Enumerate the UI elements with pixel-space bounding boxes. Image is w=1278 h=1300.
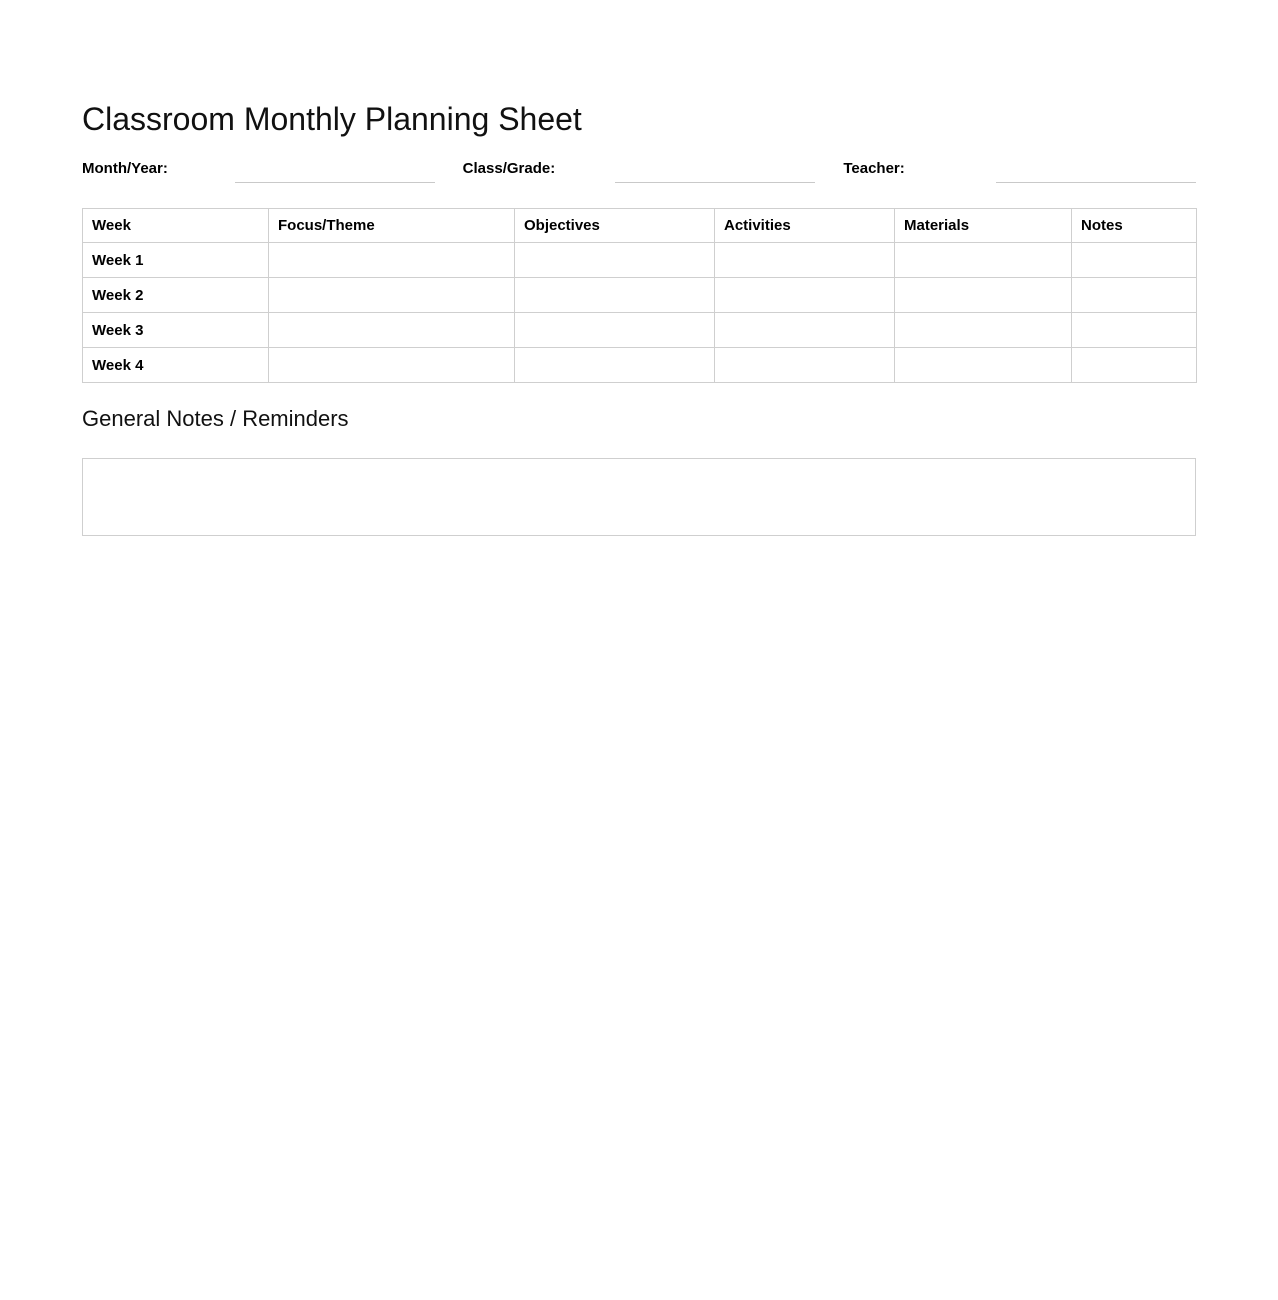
table-row-week-2 [83,278,1197,313]
column-header-notes: Notes [1072,209,1197,243]
focus-theme-cell[interactable] [269,313,515,348]
notes-cell[interactable] [1072,278,1197,313]
field-class-grade [463,160,816,183]
focus-theme-cell[interactable] [269,278,515,313]
objectives-cell[interactable] [515,243,715,278]
materials-cell[interactable] [895,243,1072,278]
field-teacher [843,160,1196,183]
table-row-week-4 [83,348,1197,383]
column-header-week: Week [83,209,269,243]
notes-cell[interactable] [1072,313,1197,348]
week-label: Week 2 [83,278,269,313]
table-header-row [83,209,1197,243]
general-notes-input[interactable] [82,458,1196,536]
class-grade-input[interactable] [615,160,815,183]
week-label: Week 4 [83,348,269,383]
notes-cell[interactable] [1072,348,1197,383]
field-month-year [82,160,435,183]
objectives-cell[interactable] [515,348,715,383]
month-year-label: Month/Year: [82,160,168,177]
month-year-input[interactable] [235,160,435,183]
activities-cell[interactable] [715,348,895,383]
column-header-activities: Activities [715,209,895,243]
page-title: Classroom Monthly Planning Sheet [82,101,582,137]
header-fields [82,160,1196,183]
activities-cell[interactable] [715,313,895,348]
materials-cell[interactable] [895,313,1072,348]
teacher-label: Teacher: [843,160,905,177]
notes-cell[interactable] [1072,243,1197,278]
focus-theme-cell[interactable] [269,348,515,383]
table-row-week-1 [83,243,1197,278]
week-label: Week 1 [83,243,269,278]
general-notes-heading: General Notes / Reminders [82,406,349,431]
table-row-week-3 [83,313,1197,348]
activities-cell[interactable] [715,278,895,313]
column-header-objectives: Objectives [515,209,715,243]
week-label: Week 3 [83,313,269,348]
activities-cell[interactable] [715,243,895,278]
objectives-cell[interactable] [515,278,715,313]
teacher-input[interactable] [996,160,1196,183]
column-header-focus-theme: Focus/Theme [269,209,515,243]
focus-theme-cell[interactable] [269,243,515,278]
materials-cell[interactable] [895,348,1072,383]
class-grade-label: Class/Grade: [462,160,556,177]
planning-table [82,208,1197,383]
objectives-cell[interactable] [515,313,715,348]
materials-cell[interactable] [895,278,1072,313]
column-header-materials: Materials [895,209,1072,243]
